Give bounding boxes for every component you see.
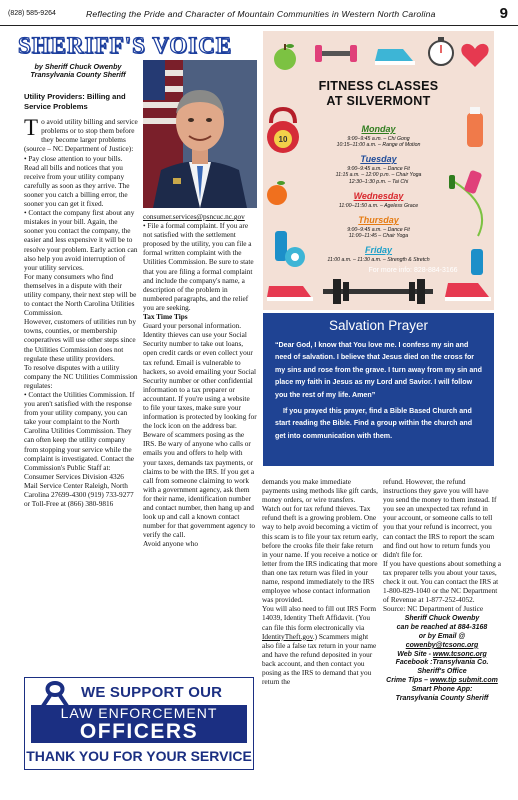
banner-line-4: THANK YOU FOR YOUR SERVICE — [26, 748, 252, 764]
class-list-monday: 9:00–9:45 a.m. – Chi Gong 10:15–11:00 a.m. – Range of Motion — [336, 136, 421, 149]
class-list-friday: 11:00 a.m. – 11:30 a.m. – Strength & Stretch — [327, 257, 430, 263]
article-paragraph: You will also need to fill out IRS Form 14039, Identity Theft Affidavit. (You can file this form electronically via IdentityTheft.gov.) Scammers might also file a false tax return in your name and have the refund deposited in your back account, and then contact you posing as the IRS to demand that you return the — [262, 604, 377, 687]
article-paragraph: If you have questions about something a tax preparer tells you about your taxes, check it out. You can contact the IRS at 1-800-829-1040 or the NC Department of Revenue at 1-877-252-4052. — [383, 558, 501, 605]
article-source: Source: NC Department of Justice — [383, 604, 484, 614]
identity-theft-link[interactable]: IdentityTheft.gov — [262, 631, 313, 641]
heart-icon — [461, 44, 488, 67]
prayer-paragraph: “Dear God, I know that You love me. I confess my sin and need of salvation. I believe that Jesus died on the cross for my sins and rose from the grave. I turn away from my sin and place my faith in Jesus as my Lord and Savior. I will follow you the rest of my life. Amen” — [275, 341, 482, 399]
article-paragraph: refund. However, the refund instructions they gave you will have you send the money to them instead. If you see an unexpected tax refund in your account, or someone calls to tell you that your refund is incorrect, you can contact the IRS to report the scam and find out how to return funds you didn't file for. — [383, 477, 497, 559]
prayer-paragraph: If you prayed this prayer, find a Bible Based Church and start reading the Bible. Find a group within the church and get into communication with them. — [275, 407, 473, 440]
phone-number: (828) 585-9264 — [8, 10, 56, 17]
contact-website: Web Site - www.tcsonc.org — [397, 650, 487, 658]
page-header — [0, 0, 518, 26]
article-paragraph: For many consumers who find themselves in a dispute with their utility company, their next step will be to contact the North Carolina Utilities Commission. — [24, 271, 137, 318]
article-paragraph: • Pay close attention to your bills. Read all bills and notices that you receive from your utility company carefully as soon as they arrive. The sooner you catch a billing error, the sooner you can get it fixed. — [24, 153, 130, 209]
class-list-thursday: 9:00–9:45 a.m. – Dance Fit 11:00–11:45 – Chair Yoga — [347, 227, 410, 240]
fitness-info: For more info: 828-884-3166 — [368, 267, 458, 274]
prayer-text — [263, 333, 494, 442]
article-paragraph: • File a formal complaint. If you are not satisfied with the settlement proposed by the utility, you can file a formal written complaint with the Utilities Commission. Be sure to state that you are filing a formal complaint and include the company's name, a description of the problem in numbered paragraphs, and the relief you are seeking. — [143, 221, 254, 312]
ribbon-icon — [35, 681, 75, 707]
page-number: 9 — [499, 5, 508, 22]
stopwatch-icon — [429, 37, 453, 65]
article-column-4 — [383, 477, 501, 703]
article-paragraph: • Contact the Utilities Commission. If you aren't satisfied with the response from your utility company, you can take your complaint to the North Carolina Utilities Commission. They can often keep the utility company from stopping your service while the complaint is investigated. Contact the Commission's Public Staff at: — [24, 390, 135, 472]
contact-facebook: Facebook :Transylvania Co. Sheriff's Office — [395, 659, 489, 676]
sneaker-icon — [267, 286, 313, 301]
header-tagline: Reflecting the Pride and Character of Mountain Communities in Western North Carolina — [86, 9, 436, 19]
sheriff-photo — [143, 60, 257, 208]
article-paragraph: Watch out for tax refund thieves. Tax refund theft is a growing problem. One way to help avoid becoming a victim of this scam is to file your tax return early, before the crooks file their fake return in your name. If you receive a notice or letter from the IRS indicating that more than one tax return was filed in your name, respond immediately to the IRS employee whose contact information was provided. — [262, 504, 379, 605]
sheriff-contact-block — [383, 615, 501, 703]
contact-app-name: Transylvania County Sheriff — [395, 694, 489, 702]
class-list-tuesday: 9:00–9:45 a.m. – Dance Fit 11:15 a.m. – 12:00 p.m. – Chair Yoga 12:30–1:30 p.m. – Tai Chi — [335, 166, 422, 185]
article-paragraph: To resolve disputes with a utility company the NC Utilities Commission regulates: — [24, 362, 138, 390]
fitness-classes-ad — [263, 31, 494, 310]
day-monday: Monday — [361, 124, 396, 134]
article-subhead: Utility Providers: Billing and Service Problems — [24, 92, 126, 111]
article-column-3 — [262, 477, 380, 686]
law-enforcement-banner — [24, 677, 254, 770]
contact-app-label: Smart Phone App: — [411, 685, 473, 693]
tax-tips-heading: Tax Time Tips — [143, 312, 188, 322]
class-list-wednesday: 11:00–11:50 a.m. – Ageless Grace — [338, 203, 419, 209]
article-paragraph: Guard your personal information. Identity thieves can use your Social Security number to take out loans, open credit cards or even collect your tax refund. Email is vulnerable to hackers, so avoid emailing your Social Security number or other confidential information to a tax preparer or accountant. If you're using a website to file your taxes, make sure your information is protected by looking for the lock icon on the address bar. — [143, 321, 257, 431]
byline-role: Transylvania County Sheriff — [30, 70, 126, 80]
dumbbell-icon — [315, 45, 357, 62]
prayer-title: Salvation Prayer — [328, 318, 429, 333]
byline — [18, 63, 138, 80]
sneaker-icon — [375, 49, 415, 65]
crime-tips-link[interactable]: www.tip submit.com — [430, 676, 498, 684]
barbell-icon — [323, 279, 433, 304]
banner-line-2: LAW ENFORCEMENT — [60, 705, 218, 721]
article-paragraph: • Contact the company first about any mistakes in your bill. Again, the sooner you contact the company, the easier and less expensive it will be to resolve your problem. Early action can also help you avoid interruption of your utility services. — [24, 208, 138, 272]
commission-address: Consumer Services Division 4326 Mail Service Center Raleigh, North Carolina 27699-4300 (919) 733-9277 or Toll-Free at (866) 380-9816 — [24, 471, 134, 509]
consumer-services-email-link[interactable]: consumer.services@psncuc.nc.gov — [143, 212, 245, 221]
article-column-1 — [24, 92, 138, 508]
sheriff-portrait-image — [143, 60, 257, 208]
article-column-2 — [143, 212, 257, 548]
banner-line-1: WE SUPPORT OUR — [81, 684, 223, 701]
salvation-prayer-box — [263, 313, 494, 466]
article-paragraph: Avoid anyone who — [143, 539, 198, 549]
column-title: SHERIFF'S VOICE — [18, 33, 233, 58]
drop-cap: T — [24, 115, 39, 141]
article-paragraph: Beware of scammers posing as the IRS. Be wary of anyone who calls or emails you and offers to help with your taxes, demands tax payments, or claims to be with the IRS. If you get a call from someone claiming to work with a government agency, ask them for their name, identification number and contact number, then hang up and look up and call a known contact number for that government agency to verify the call. — [143, 430, 256, 540]
day-tuesday: Tuesday — [360, 154, 397, 164]
day-thursday: Thursday — [358, 215, 399, 225]
contact-crime-tips: Crime Tips – www.tip submit.com — [386, 676, 498, 684]
sneaker-icon — [445, 283, 491, 301]
article-paragraph: To avoid utility billing and service problems or to stop them before they become larger problems (source – NC Department of Justice): — [24, 115, 138, 154]
article-paragraph: However, customers of utilities run by towns, counties, or membership cooperatives will use other steps since the Utilities Commission does not regulate these utility providers. — [24, 317, 136, 363]
day-friday: Friday — [364, 245, 392, 255]
article-paragraph: demands you make immediate payments using methods like gift cards, money orders, or wire transfers. — [262, 477, 378, 505]
contact-phone: can be reached at 884-3168 — [396, 624, 488, 632]
svg-text:10: 10 — [278, 135, 288, 144]
contact-email-label: or by Email @ — [418, 633, 466, 640]
contact-name: Sheriff Chuck Owenby — [404, 615, 480, 623]
website-link[interactable]: www.tcsonc.org — [432, 650, 487, 658]
apple-icon — [274, 44, 296, 70]
banner-dark-band — [31, 705, 247, 743]
contact-email-link[interactable]: cowenby@tcsonc.org — [405, 641, 479, 649]
day-wednesday: Wednesday — [353, 191, 404, 201]
fitness-title: FITNESS CLASSES AT SILVERMONT — [318, 79, 439, 108]
banner-line-3: OFFICERS — [79, 720, 199, 743]
byline-author: by Sheriff Chuck Owenby — [34, 62, 122, 71]
